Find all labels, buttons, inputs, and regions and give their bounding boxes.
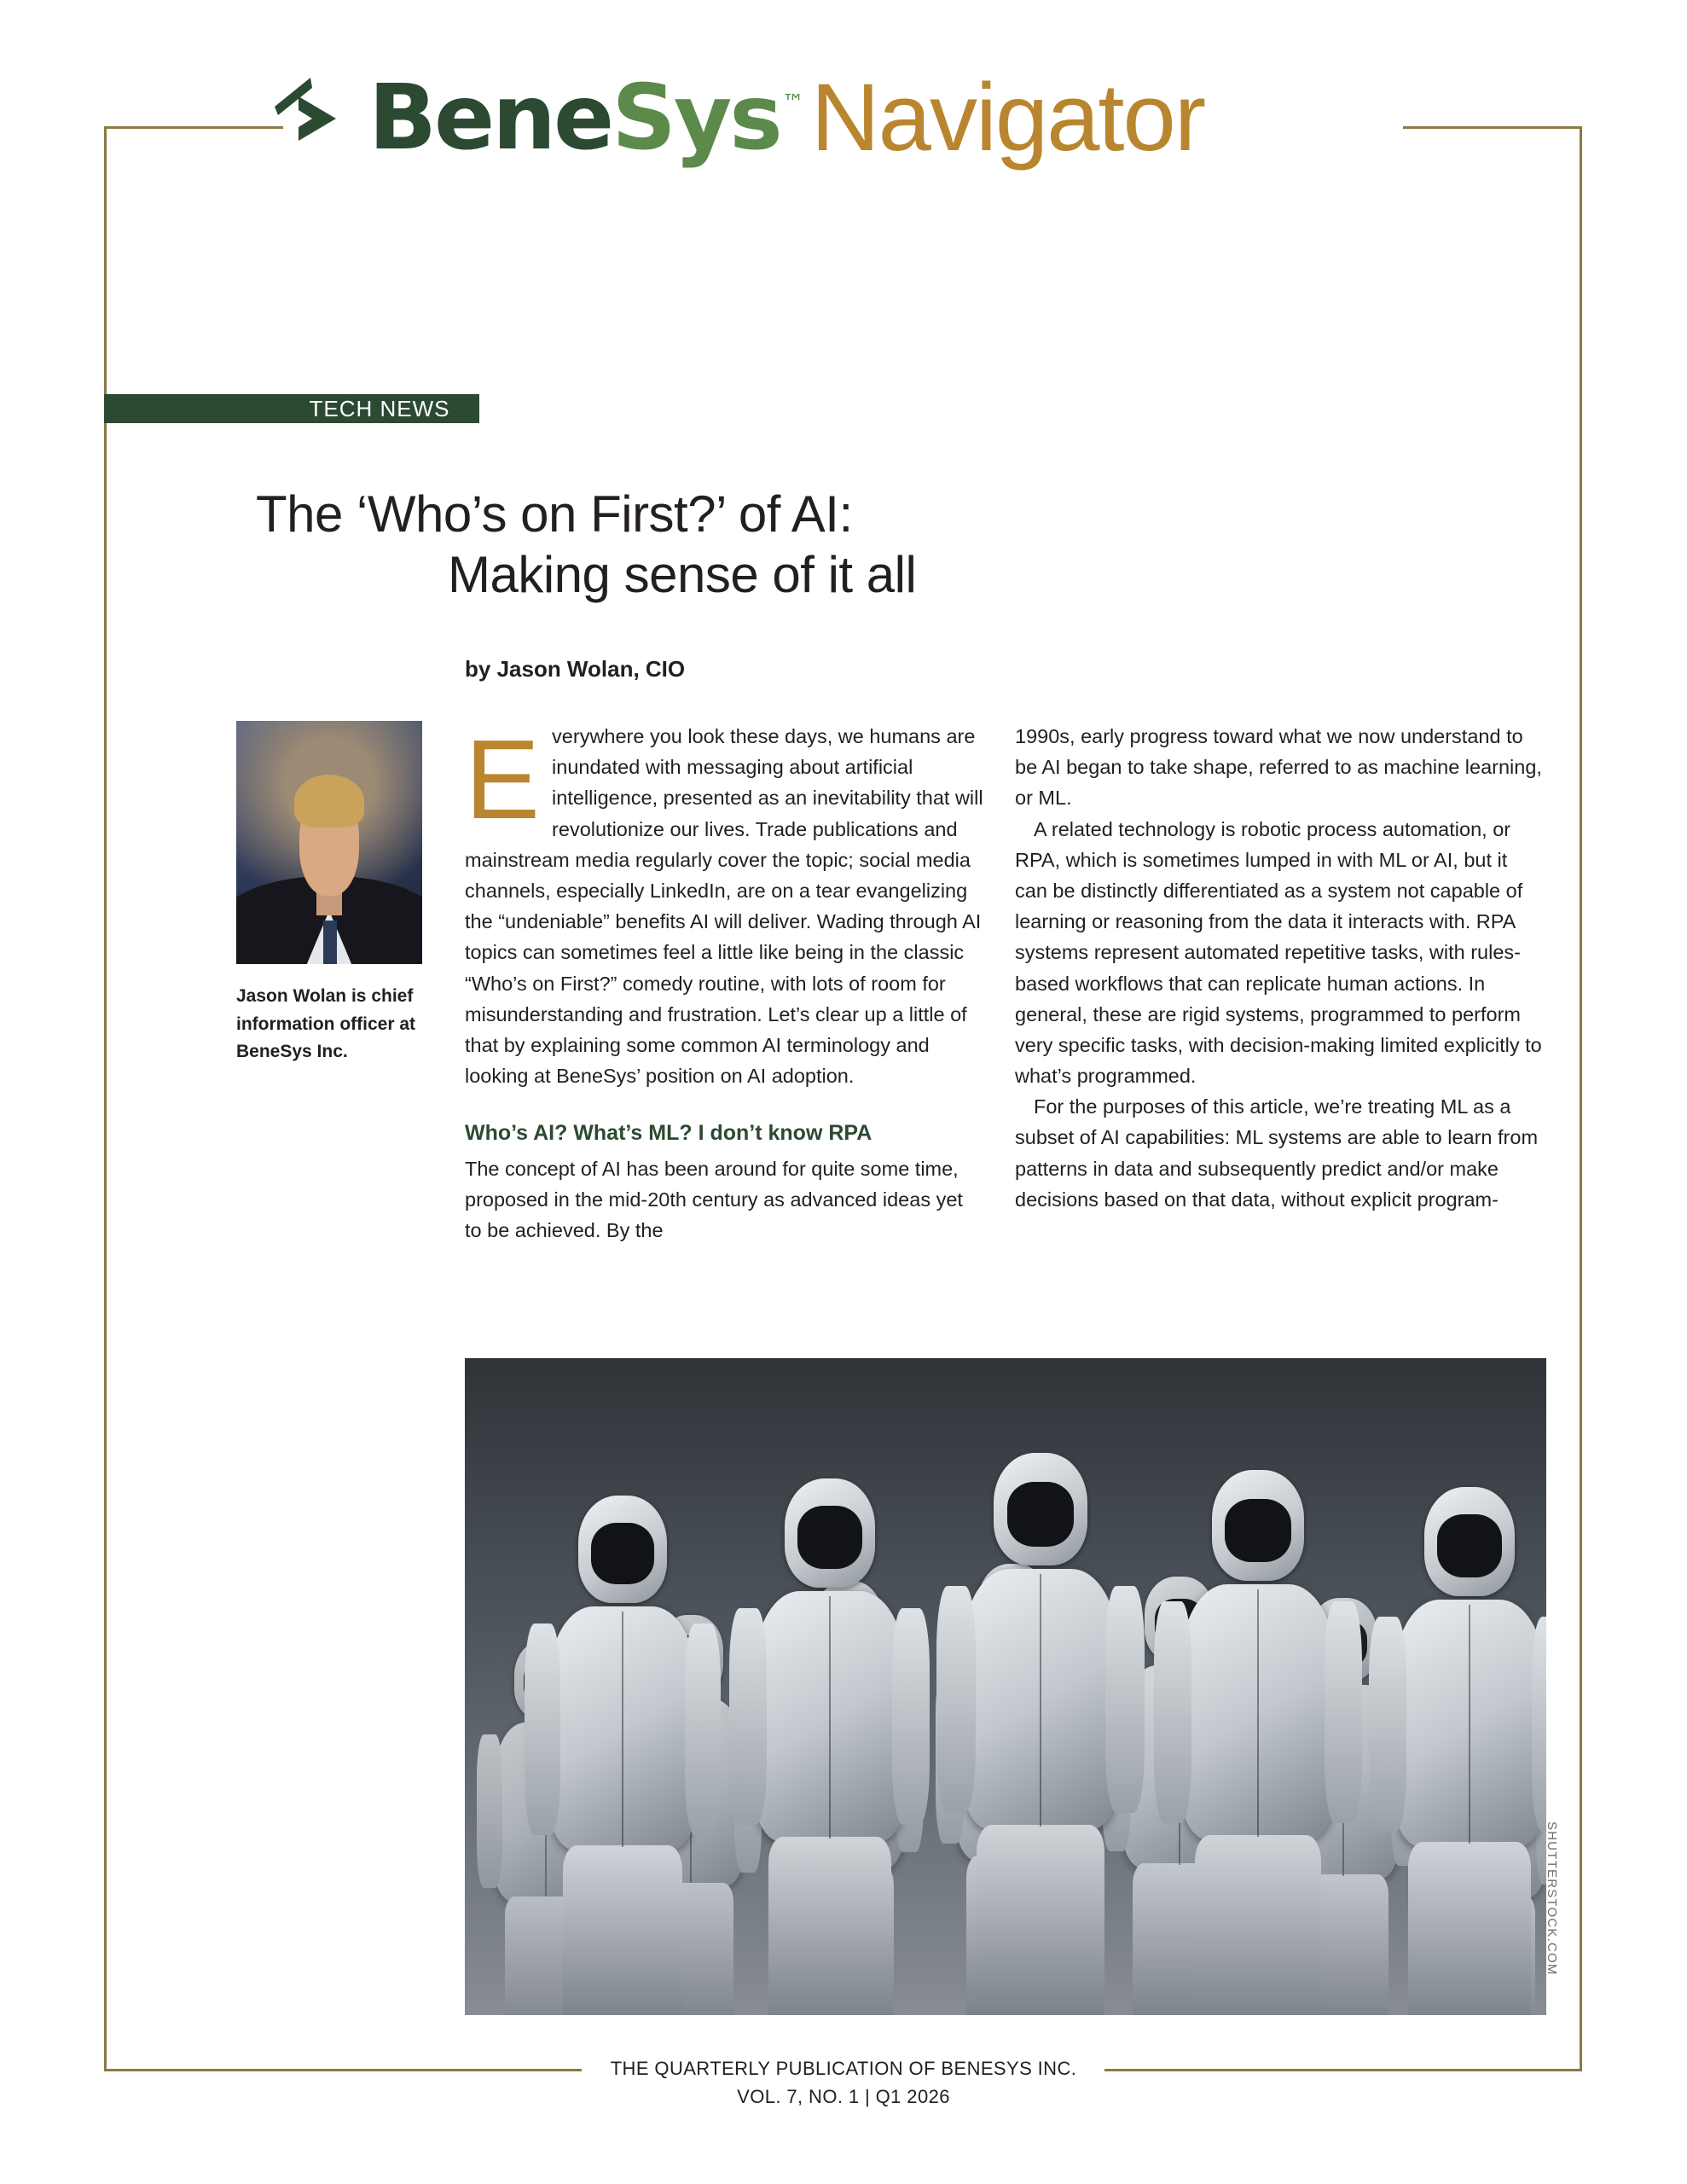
paragraph: The concept of AI has been around for quite some time, proposed in the mid-20th century as advanced ideas yet to be achieved. By the (465, 1157, 963, 1242)
robot-figure (1164, 1470, 1352, 2015)
frame-rule-top-left (104, 126, 283, 129)
body-column-right (1015, 721, 1544, 1215)
headline-line-1: The ‘Who’s on First?’ of AI: (256, 485, 853, 543)
paragraph: A related technology is robotic process automation, or RPA, which is sometimes lumped in with ML or AI, but it can be distinctly differentiated as a system not capable of learning or reasoning from the data it interacts with. RPA systems represent automated repetitive tasks, with rules-based workflows that can replicate human actions. In general, these are rigid systems, programmed to perform very specific tasks, with decision-making limited explicitly to what’s programmed. (1015, 817, 1542, 1088)
portrait-hair (294, 775, 365, 828)
frame-rule-top-right (1403, 126, 1582, 129)
byline: by Jason Wolan, CIO (465, 656, 686, 682)
subheading: Who’s AI? What’s ML? I don’t know RPA (465, 1121, 872, 1146)
photo-credit: SHUTTERSTOCK.COM (1545, 1821, 1559, 1976)
page-title (256, 485, 1365, 606)
robot-figure (947, 1453, 1134, 2015)
paragraph (465, 717, 985, 1091)
author-photo (236, 721, 422, 964)
frame-rule-right (1580, 126, 1582, 2071)
headline-line-2: Making sense of it all (448, 545, 917, 603)
drop-cap: E (465, 717, 541, 842)
paragraph: For the purposes of this article, we’re treating ML as a subset of AI capabilities: ML systems are able to learn from patterns in data and subsequently predict and/or make decisions based on that data, without explicit program- (1015, 1095, 1539, 1211)
footer (0, 2054, 1687, 2111)
trademark-symbol: ™ (781, 90, 804, 117)
footer-line-1: THE QUARTERLY PUBLICATION OF BENESYS INC. (610, 2058, 1077, 2079)
author-photo-caption: Jason Wolan is chief information officer at BeneSys Inc. (236, 986, 416, 1062)
section-tag-label: TECH NEWS (309, 395, 450, 421)
brand-name: BeneSys™ (368, 65, 804, 170)
masthead (273, 58, 1416, 177)
robot-figure (1377, 1487, 1546, 2015)
robot-figure (738, 1478, 921, 2015)
chevron-right-icon (273, 71, 367, 165)
publication-name: Navigator (810, 64, 1205, 171)
portrait-tie (323, 921, 336, 964)
footer-line-2: VOL. 7, NO. 1 | Q1 2026 (737, 2086, 950, 2107)
article-photo-robots (465, 1358, 1546, 2015)
body-column-left (465, 717, 985, 1246)
paragraph: 1990s, early progress toward what we now understand to be AI began to take shape, referred to as machine learning, or ML. (1015, 725, 1542, 810)
robot-figure (533, 1496, 712, 2015)
paragraph-text: verywhere you look these days, we humans are inundated with messaging about artificial intelligence, presented as an inevitability that will revolutionize our lives. Trade publications and mainstream media regularly cover the topic; social media channels, especially LinkedIn, are on a tear evangelizing the “undeniable” benefits AI will deliver. Wading through AI topics can sometimes feel a little like being in the classic “Who’s on First?” comedy routine, with lots of room for misunderstanding and frustration. Let’s clear up a little of that by explaining some common AI terminology and looking at BeneSys’ position on AI adoption. (465, 725, 983, 1088)
